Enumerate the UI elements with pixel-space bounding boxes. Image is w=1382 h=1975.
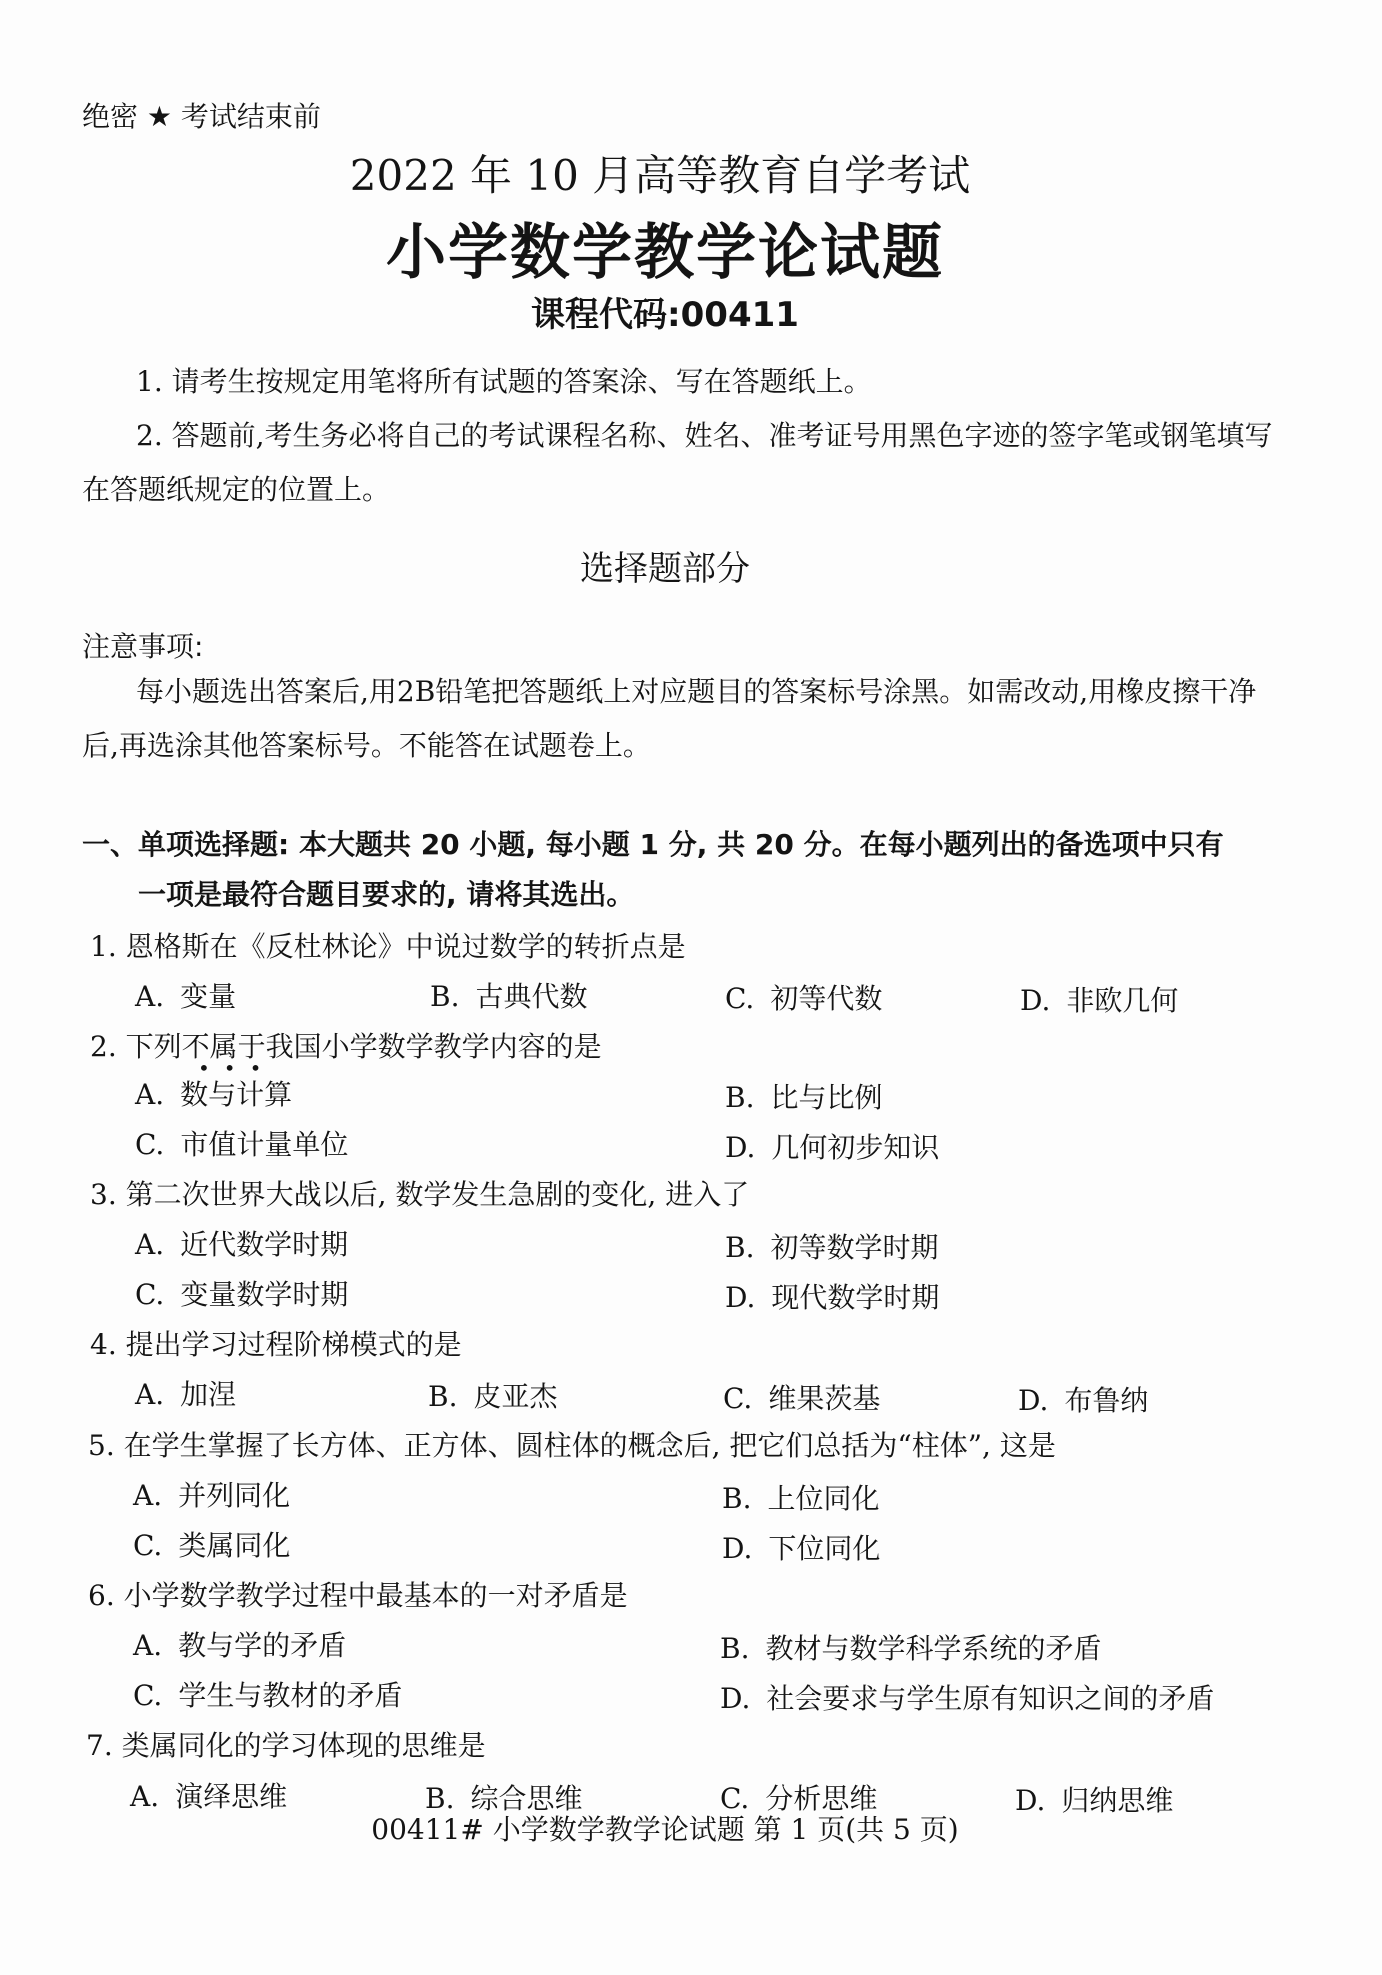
option-text: 学生与教材的矛盾 bbox=[178, 1679, 403, 1712]
part-one-heading-line2: 一项是最符合题目要求的, 请将其选出。 bbox=[138, 878, 635, 911]
option-text: 上位同化 bbox=[767, 1482, 880, 1515]
option-text: 类属同化 bbox=[178, 1529, 291, 1562]
option-1b bbox=[430, 975, 588, 1015]
section-heading: 选择题部分 bbox=[580, 549, 750, 589]
confidential-mark: 绝密 ★ 考试结束前 bbox=[82, 100, 321, 133]
option-letter: B. bbox=[720, 1632, 750, 1665]
question-number: 3. bbox=[90, 1178, 117, 1211]
option-letter: C. bbox=[133, 1529, 163, 1562]
option-6a bbox=[133, 1624, 346, 1664]
option-letter: B. bbox=[425, 1782, 455, 1815]
question-stem: 恩格斯在《反杜林论》中说过数学的转折点是 bbox=[125, 930, 686, 963]
option-letter: A. bbox=[135, 980, 165, 1013]
instruction-2: 2. 答题前,考生务必将自己的考试课程名称、姓名、准考证号用黑色字迹的签字笔或钢笔填写在答题纸规定的位置上。 bbox=[82, 419, 1273, 506]
option-3c bbox=[135, 1273, 348, 1313]
option-2c bbox=[135, 1123, 348, 1163]
instructions bbox=[82, 355, 1277, 517]
question-2 bbox=[90, 1025, 602, 1065]
option-text: 归纳思维 bbox=[1061, 1784, 1174, 1817]
option-text: 综合思维 bbox=[470, 1782, 583, 1815]
question-stem: 提出学习过程阶梯模式的是 bbox=[125, 1328, 462, 1361]
option-letter: D. bbox=[1018, 1384, 1049, 1417]
option-letter: A. bbox=[135, 1378, 165, 1411]
option-text: 布鲁纳 bbox=[1064, 1384, 1149, 1417]
option-letter: B. bbox=[725, 1081, 755, 1114]
question-6 bbox=[88, 1574, 628, 1614]
question-stem: 小学数学教学过程中最基本的一对矛盾是 bbox=[123, 1579, 628, 1612]
question-1 bbox=[90, 925, 686, 965]
option-1d bbox=[1020, 979, 1178, 1019]
option-4b bbox=[428, 1375, 558, 1415]
question-number: 7. bbox=[86, 1729, 113, 1762]
option-3d bbox=[725, 1276, 939, 1316]
option-4c bbox=[723, 1377, 880, 1417]
option-text: 加涅 bbox=[180, 1378, 237, 1411]
notice-label: 注意事项: bbox=[82, 630, 204, 663]
option-letter: C. bbox=[133, 1679, 163, 1712]
option-letter: D. bbox=[725, 1281, 756, 1314]
question-stem: 类属同化的学习体现的思维是 bbox=[121, 1729, 486, 1762]
question-5 bbox=[88, 1424, 1056, 1464]
option-letter: B. bbox=[725, 1231, 755, 1264]
option-4a bbox=[135, 1373, 236, 1413]
option-6c bbox=[133, 1674, 402, 1714]
option-letter: A. bbox=[130, 1780, 160, 1813]
option-text: 教材与数学科学系统的矛盾 bbox=[765, 1632, 1102, 1665]
option-letter: B. bbox=[430, 980, 460, 1013]
question-4 bbox=[90, 1323, 462, 1363]
subject-title: 小学数学教学论试题 bbox=[386, 218, 944, 288]
option-text: 变量数学时期 bbox=[180, 1278, 349, 1311]
option-3a bbox=[135, 1223, 348, 1263]
question-stem: 下列不属于我国小学数学教学内容的是 bbox=[125, 1030, 602, 1063]
instruction-1: 1. 请考生按规定用笔将所有试题的答案涂、写在答题纸上。 bbox=[136, 365, 872, 398]
option-1c bbox=[725, 977, 882, 1017]
question-number: 6. bbox=[88, 1579, 115, 1612]
question-stem: 第二次世界大战以后, 数学发生急剧的变化, 进入了 bbox=[125, 1178, 750, 1211]
option-text: 演绎思维 bbox=[175, 1780, 288, 1813]
option-text: 社会要求与学生原有知识之间的矛盾 bbox=[766, 1682, 1215, 1715]
option-text: 现代数学时期 bbox=[771, 1281, 940, 1314]
option-text: 几何初步知识 bbox=[771, 1131, 940, 1164]
part-one-heading bbox=[82, 820, 1282, 920]
option-letter: A. bbox=[133, 1479, 163, 1512]
option-letter: C. bbox=[723, 1382, 753, 1415]
option-text: 近代数学时期 bbox=[180, 1228, 349, 1261]
option-text: 初等代数 bbox=[770, 982, 883, 1015]
option-6b bbox=[720, 1627, 1102, 1667]
notice-paragraph: 每小题选出答案后,用2B铅笔把答题纸上对应题目的答案标号涂黑。如需改动,用橡皮擦干净后,再选涂其他答案标号。不能答在试题卷上。 bbox=[82, 675, 1257, 762]
option-text: 古典代数 bbox=[475, 980, 588, 1013]
option-5b bbox=[722, 1477, 880, 1517]
option-text: 下位同化 bbox=[768, 1532, 881, 1565]
option-text: 教与学的矛盾 bbox=[178, 1629, 347, 1662]
option-letter: B. bbox=[722, 1482, 752, 1515]
question-number: 1. bbox=[90, 930, 117, 963]
question-7 bbox=[86, 1724, 486, 1764]
question-stem: 在学生掌握了长方体、正方体、圆柱体的概念后, 把它们总括为“柱体”, 这是 bbox=[123, 1429, 1056, 1462]
option-text: 非欧几何 bbox=[1066, 984, 1179, 1017]
option-2b bbox=[725, 1076, 883, 1116]
option-letter: C. bbox=[135, 1278, 165, 1311]
option-text: 初等数学时期 bbox=[770, 1231, 939, 1264]
option-letter: C. bbox=[720, 1782, 750, 1815]
option-4d bbox=[1018, 1379, 1148, 1419]
option-text: 比与比例 bbox=[770, 1081, 883, 1114]
question-number: 5. bbox=[88, 1429, 115, 1462]
notice-text bbox=[82, 665, 1277, 773]
option-5c bbox=[133, 1524, 290, 1564]
option-letter: D. bbox=[722, 1532, 753, 1565]
option-5a bbox=[133, 1474, 290, 1514]
option-6d bbox=[720, 1677, 1214, 1717]
question-number: 2. bbox=[90, 1030, 117, 1063]
option-text: 数与计算 bbox=[180, 1078, 293, 1111]
option-3b bbox=[725, 1226, 939, 1266]
option-text: 并列同化 bbox=[178, 1479, 291, 1512]
option-text: 市值计量单位 bbox=[180, 1128, 349, 1161]
option-letter: C. bbox=[725, 982, 755, 1015]
course-code: 课程代码:00411 bbox=[531, 295, 799, 335]
page-footer: 00411# 小学数学教学论试题 第 1 页(共 5 页) bbox=[371, 1813, 959, 1846]
question-3 bbox=[90, 1173, 749, 1213]
option-letter: D. bbox=[725, 1131, 756, 1164]
option-text: 分析思维 bbox=[765, 1782, 878, 1815]
option-2d bbox=[725, 1126, 939, 1166]
option-text: 维果茨基 bbox=[768, 1382, 881, 1415]
option-letter: D. bbox=[1015, 1784, 1046, 1817]
option-letter: C. bbox=[135, 1128, 165, 1161]
option-letter: D. bbox=[1020, 984, 1051, 1017]
option-5d bbox=[722, 1527, 880, 1567]
option-text: 变量 bbox=[180, 980, 237, 1013]
emphasis-dots: ••• bbox=[198, 1056, 276, 1080]
option-text: 皮亚杰 bbox=[473, 1380, 558, 1413]
option-letter: B. bbox=[428, 1380, 458, 1413]
option-2a bbox=[135, 1073, 292, 1113]
option-1a bbox=[135, 975, 236, 1015]
option-letter: A. bbox=[133, 1629, 163, 1662]
exam-title: 2022 年 10 月高等教育自学考试 bbox=[349, 151, 971, 200]
question-number: 4. bbox=[90, 1328, 117, 1361]
option-letter: A. bbox=[135, 1078, 165, 1111]
part-one-heading-line1: 一、单项选择题: 本大题共 20 小题, 每小题 1 分, 共 20 分。在每小题列出的备选项中只有 bbox=[82, 828, 1224, 861]
option-letter: A. bbox=[135, 1228, 165, 1261]
option-letter: D. bbox=[720, 1682, 751, 1715]
